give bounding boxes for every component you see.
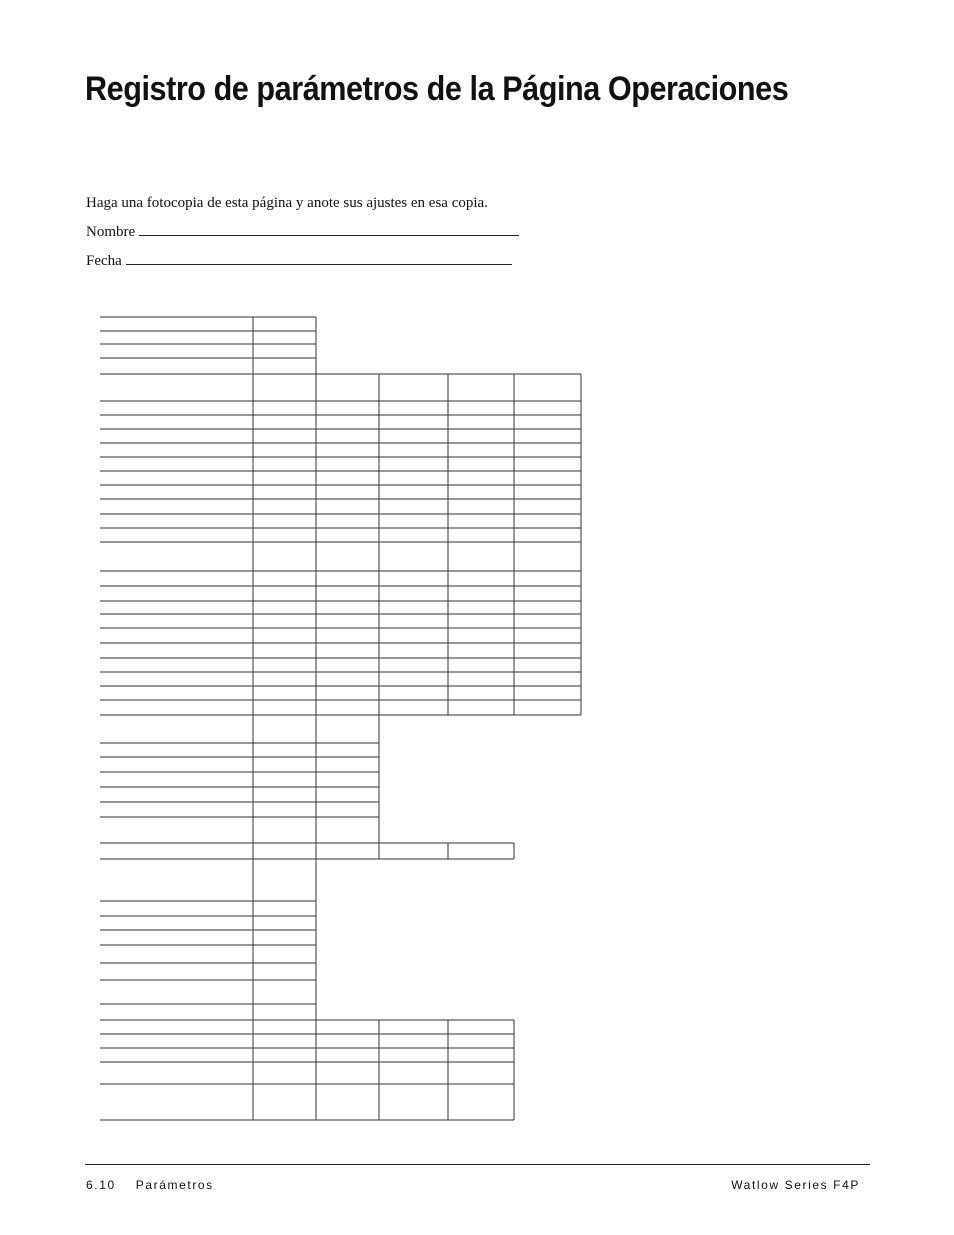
footer-page-number: 6.10: [86, 1178, 116, 1192]
footer-product: Watlow Series F4P: [731, 1178, 860, 1192]
footer-rule: [85, 1164, 870, 1165]
footer-section: Parámetros: [135, 1178, 214, 1192]
page-title: Registro de parámetros de la Página Operaciones: [85, 70, 789, 108]
nombre-label: Nombre: [86, 224, 136, 240]
fecha-label: Fecha: [86, 253, 122, 269]
footer-left: [86, 1178, 214, 1192]
instruction-text: Haga una fotocopia de esta página y anote sus ajustes en esa copia.: [86, 195, 488, 211]
